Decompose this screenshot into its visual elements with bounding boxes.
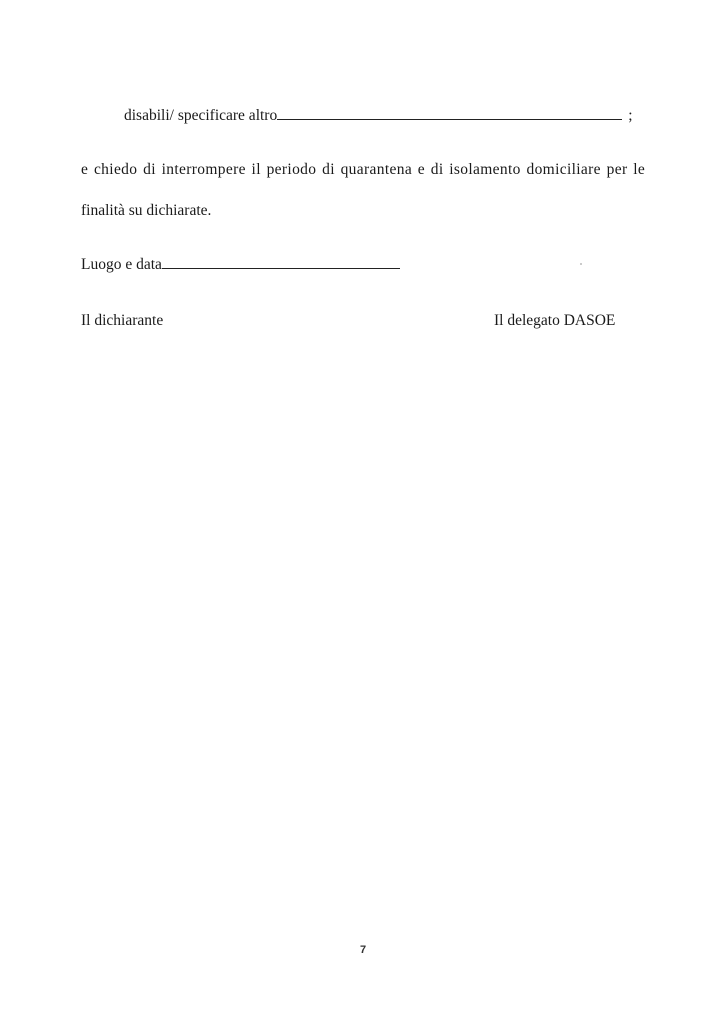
other-specify-blank-field[interactable]	[277, 118, 622, 120]
place-date-line	[81, 256, 400, 274]
declarant-signature-label: Il dichiarante	[81, 312, 164, 329]
semicolon: ;	[628, 107, 633, 124]
other-specify-label: disabili/ specificare altro	[124, 107, 278, 124]
request-paragraph-line-2: finalità su dichiarate.	[81, 202, 212, 219]
other-specify-line	[124, 107, 633, 125]
place-date-blank-field[interactable]	[162, 267, 400, 269]
page-number: 7	[360, 944, 367, 956]
place-date-label: Luogo e data	[81, 256, 162, 273]
request-paragraph-line-1: e chiedo di interrompere il periodo di quarantena e di isolamento domiciliare per le	[81, 161, 646, 178]
dasoe-delegate-signature-label: Il delegato DASOE	[494, 312, 616, 329]
scan-speck	[580, 263, 582, 265]
